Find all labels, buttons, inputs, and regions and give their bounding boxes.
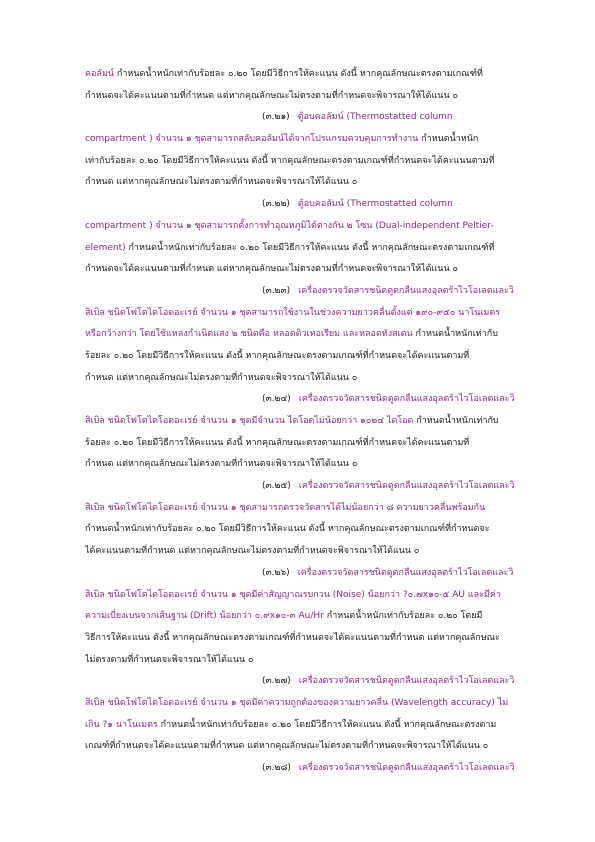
text-line (85, 324, 545, 346)
text-line (85, 259, 545, 281)
text-line (85, 715, 545, 737)
text-line (85, 454, 545, 476)
spec-text: ตู้อบคอลัมน์ (Thermostatted column (297, 199, 453, 210)
spec-text: ตู้อบคอลัมน์ (Thermostatted column (297, 112, 453, 123)
item-number: (๓.๒๒) (262, 199, 290, 210)
body-text: ได้คะแนนตามที่กำหนด แต่หากคุณลักษณะไม่ตรงตามที่กำหนดจะพิจารณาให้ได้แนน ๐ (85, 546, 420, 557)
spec-text: สิเบิล ชนิดโฟโตไดโอดอะเรย์ จำนวน ๑ ชุดสามารถตรวจวัดสารได้ไม่น้อยกว่า ๘ ความยาวคลื่นพร้อมกัน (85, 502, 486, 513)
text-line (85, 476, 545, 498)
text-line (85, 151, 545, 173)
body-text: กำหนด แต่หากคุณลักษณะไม่ตรงตามที่กำหนดจะพิจารณาให้ได้แนน ๐ (85, 177, 358, 188)
spec-text: คอลัมน์ (85, 69, 115, 79)
item-number: (๓.๒๗) (262, 676, 291, 687)
item-number: (๓.๒๖) (262, 567, 290, 578)
spec-text: compartment ) จำนวน ๑ ชุดสามารถตั้งการทำอุณหภูมิได้ต่างกัน ๒ โซน (Dual-independent Peltier- (85, 220, 494, 231)
body-text: กำหนดน้ำหนักเท่ากับร้อยละ ๐.๒๐ โดยมี (323, 611, 483, 622)
spec-text: เครื่องตรวจวัดสารชนิดดูดกลืนแสงอุลตร้าไวโอเลตและวิ (298, 676, 515, 687)
body-text: กำหนดน้ำหนักเท่ากับร้อยละ ๐.๒๐ โดยมีวิธีการให้คะแนน ดังนี้ หากคุณลักษณะตรงตามเกณฑ์ที่กำหนดจะ (85, 524, 490, 535)
item-number: (๓.๒๑) (262, 112, 290, 123)
body-text: กำหนดน้ำหนักเท่ากับร้อยละ ๐.๒๐ โดยมีวิธีการให้คะแนน ดังนี้ หากคุณลักษณะตรงตามเกณฑ์ที่ (125, 242, 495, 253)
spec-text: สิเบิล ชนิดโฟโตไดโอดอะเรย์ จำนวน ๑ ชุดมีค่าความถูกต้องของความยาวคลื่น (Wavelength accuracy) ไม่ (85, 697, 509, 708)
text-line (85, 389, 545, 411)
spec-text: เครื่องตรวจวัดสารชนิดดูดกลืนแสงอุลตร้าไวโอเลตและวิ (297, 567, 514, 578)
body-text: กำหนด แต่หากคุณลักษณะไม่ตรงตามที่กำหนดจะพิจารณาให้ได้แนน ๐ (85, 459, 358, 470)
spec-text: เครื่องตรวจวัดสารชนิดดูดกลืนแสงอุลตร้าไวโอเลตและวิ (298, 285, 514, 296)
spec-text: เครื่องตรวจวัดสารชนิดดูดกลืนแสงอุลตร้าไวโอเลตและวิ (298, 394, 515, 405)
spec-text: สิเบิล ชนิดโฟโตไดโอดอะเรย์ จำนวน ๑ ชุดมีจำนวน ไดโอดไม่น้อยกว่า ๑๐๒๔ ไดโอด (85, 416, 414, 426)
text-line (85, 758, 545, 780)
spec-text: สิเบิล ชนิดโฟโตไดโอดอะเรย์ จำนวน ๑ ชุดมีค่าสัญญาณรบกวน (Noise) น้อยกว่า ?๐.๗x๑๐-๕ AU และมีค่า (85, 589, 501, 600)
text-line (85, 411, 545, 433)
text-line (85, 433, 545, 455)
body-text: วิธีการให้คะแนน ดังนี้ หากคุณลักษณะตรงตามเกณฑ์ที่กำหนดจะได้คะแนนตามที่กำหนด แต่หากคุณลักษณะ (85, 632, 500, 643)
text-line (85, 519, 545, 541)
text-line (85, 86, 545, 108)
text-line (85, 194, 545, 216)
item-number: (๓.๒๓) (262, 285, 291, 296)
body-text: กำหนดน้ำหนัก (418, 134, 479, 145)
body-text: กำหนดน้ำหนักเท่ากับร้อยละ ๐.๒๐ โดยมีวิธีการให้คะแนน ดังนี้ หากคุณลักษณะตรงตามเกณฑ์ที่ (114, 69, 483, 79)
text-line (85, 606, 545, 628)
item-number: (๓.๒๘) (262, 763, 291, 773)
document-body (85, 64, 545, 780)
spec-text: เกิน ?๑ นาโนเมตร (85, 719, 158, 730)
body-text: กำหนดจะได้คะแนนตามที่กำหนด แต่หากคุณลักษณะไม่ตรงตามที่กำหนดจะพิจารณาให้ได้แนน ๐ (85, 264, 458, 275)
body-text: ไม่ตรงตามที่กำหนดจะพิจารณาให้ได้แนน ๐ (85, 654, 254, 665)
text-line (85, 563, 545, 585)
text-line (85, 650, 545, 672)
text-line (85, 216, 545, 238)
text-line (85, 498, 545, 520)
text-line (85, 368, 545, 390)
spec-text: เครื่องตรวจวัดสารชนิดดูดกลืนแสงอุลตร้าไวโอเลตและวิ (298, 481, 515, 492)
text-line (85, 107, 545, 129)
text-line (85, 541, 545, 563)
spec-text: สิเบิล ชนิดโฟโตไดโอดอะเรย์ จำนวน ๑ ชุดสามารถใช้งานในช่วงความยาวคลื่นตั้งแต่ ๑๙๐-๙๕๐ นาโนเมตร (85, 307, 501, 318)
body-text: กำหนด แต่หากคุณลักษณะไม่ตรงตามที่กำหนดจะพิจารณาให้ได้แนน ๐ (85, 372, 358, 383)
text-line (85, 693, 545, 715)
text-line (85, 129, 545, 151)
spec-text: ความเบี่ยงเบนจากเส้นฐาน (Drift) น้อยกว่า ๐.๙x๑๐-๓ Au/Hr (85, 611, 324, 622)
body-text: กำหนดน้ำหนักเท่ากับร้อยละ ๐.๒๐ โดยมีวิธีการให้คะแนน ดังนี้ หากคุณลักษณะตรงตาม (157, 719, 497, 730)
body-text: กำหนดจะได้คะแนนตามที่กำหนด แต่หากคุณลักษณะไม่ตรงตามที่กำหนดจะพิจารณาให้ได้แนน ๐ (85, 90, 458, 101)
spec-text: เครื่องตรวจวัดสารชนิดดูดกลืนแสงอุลตร้าไวโอเลตและวิ (298, 763, 515, 773)
body-text: กำหนดน้ำหนักเท่ากับ (412, 329, 498, 340)
body-text: เกณฑ์ที่กำหนดจะได้คะแนนตามที่กำหนด แต่หากคุณลักษณะไม่ตรงตามที่กำหนดจะพิจารณาให้ได้แนน ๐ (85, 741, 489, 752)
spec-text: หรือกว้างกว่า โดยใช้แหล่งกำเนิดแสง ๒ ชนิดคือ หลอดดิวเทอเรียม และหลอดทังสเตน (85, 329, 413, 340)
text-line (85, 172, 545, 194)
text-line (85, 628, 545, 650)
text-line (85, 346, 545, 368)
spec-text: element) (85, 242, 126, 253)
text-line (85, 303, 545, 325)
text-line (85, 281, 545, 303)
spec-text: compartment ) จำนวน ๑ ชุดสามารถสลับคอลัมน์ได้จากโปรแกรมควบคุมการทำงาน (85, 134, 419, 145)
body-text: ร้อยละ ๐.๒๐ โดยมีวิธีการให้คะแนน ดังนี้ หากคุณลักษณะตรงตามเกณฑ์ที่กำหนดจะได้คะแนนตามที่ (85, 437, 470, 448)
body-text: กำหนดน้ำหนักเท่ากับ (413, 416, 499, 426)
text-line (85, 64, 545, 86)
body-text: เท่ากับร้อยละ ๐.๒๐ โดยมีวิธีการให้คะแนน ดังนี้ หากคุณลักษณะตรงตามเกณฑ์ที่กำหนดจะได้คะแนนตามที่ (85, 155, 495, 166)
text-line (85, 671, 545, 693)
item-number: (๓.๒๕) (262, 481, 291, 492)
body-text: ร้อยละ ๐.๒๐ โดยมีวิธีการให้คะแนน ดังนี้ หากคุณลักษณะตรงตามเกณฑ์ที่กำหนดจะได้คะแนนตามที่ (85, 350, 470, 361)
text-line (85, 736, 545, 758)
text-line (85, 585, 545, 607)
item-number: (๓.๒๔) (262, 394, 291, 405)
text-line (85, 238, 545, 260)
